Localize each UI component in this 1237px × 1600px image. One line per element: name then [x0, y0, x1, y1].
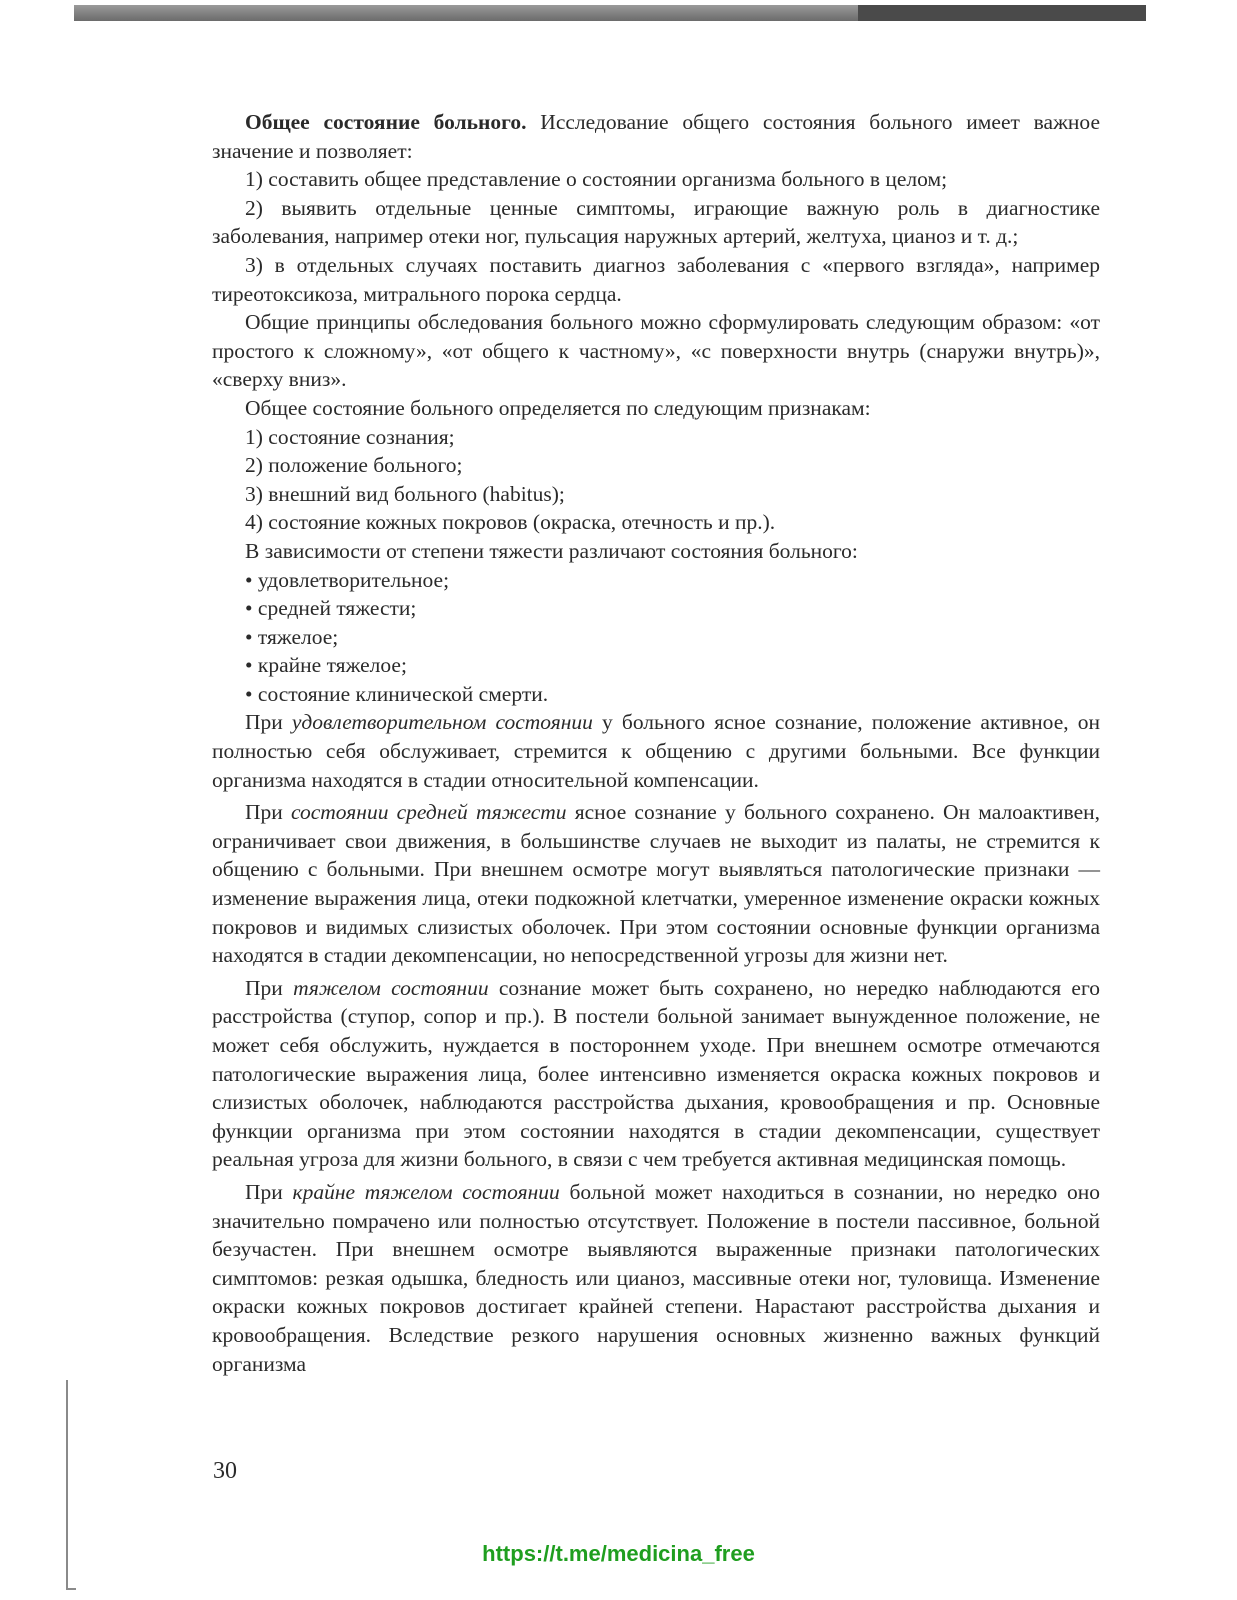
severity-item: • тяжелое;: [245, 624, 339, 649]
description-text: больной может находиться в сознании, но нередко оно значительно помрачено или полностью отсутствует. Положение в постели пассивное, больной безучастен. При внешнем осмотре выявляются выраженные признаки патологических симптомов: резкая одышка, бледность или цианоз, массивные отеки ног, туловища. Изменение окраски кожных покровов достигает крайней степени. Нарастают расстройства дыхания и кровообращения. Вследствие резкого нарушения основных жизненно важных функций организма: [212, 1179, 1100, 1376]
page-number: 30: [213, 1458, 237, 1484]
severity-item: • удовлетворительное;: [245, 567, 450, 592]
description-lead: При: [245, 1179, 293, 1204]
description-term: состоянии средней тяжести: [290, 800, 567, 825]
severity-item: • крайне тяжелое;: [245, 653, 407, 678]
description-term: удовлетворительном состоянии: [291, 710, 593, 735]
description-critical: [212, 1178, 1100, 1378]
principles-paragraph: Общие принципы обследования больного можно сформулировать следующим образом: «от простого к сложному», «от общего к частному», «с поверхности внутрь (снаружи внутрь)», «сверху вниз».: [212, 310, 1100, 392]
severity-intro: В зависимости от степени тяжести различают состояния больного:: [245, 538, 858, 563]
description-lead: При: [245, 800, 291, 825]
sign-item: 2) положение больного;: [245, 453, 463, 478]
left-margin-rule-foot: [66, 1588, 76, 1590]
description-satisfactory: [212, 708, 1100, 794]
sign-item: 1) состояние сознания;: [245, 424, 455, 449]
purpose-item: 2) выявить отдельные ценные симптомы, играющие важную роль в диагностике заболевания, например отеки ног, пульсация наружных артерий, желтуха, цианоз и т. д.;: [212, 195, 1100, 249]
description-moderate: [212, 798, 1100, 970]
section-heading: Общее состояние больного.: [245, 110, 527, 134]
description-text: ясное сознание у больного сохранено. Он малоактивен, ограничивает свои движения, в большинстве случаев не выходит из палаты, не стремится к общению с больными. При внешнем осмотре могут выявляться патологические признаки — изменение выражения лица, отеки подкожной клетчатки, умеренное изменение окраски кожных покровов и видимых слизистых оболочек. При этом состоянии основные функции организма находятся в стадии декомпенсации, но непосредственной угрозы для жизни нет.: [212, 800, 1100, 968]
watermark-link[interactable]: https://t.me/medicina_free: [482, 1541, 755, 1566]
purpose-item: 3) в отдельных случаях поставить диагноз заболевания с «первого взгляда», например тиреотоксикоза, митрального порока сердца.: [212, 252, 1100, 306]
description-term: крайне тяжелом состоянии: [292, 1179, 560, 1204]
description-severe: [212, 974, 1100, 1174]
description-lead: При: [245, 975, 294, 1000]
severity-item: • состояние клинической смерти.: [245, 681, 549, 706]
intro-text: Исследование общего состояния больного имеет важное значение и позволяет:: [212, 110, 1100, 163]
severity-item: • средней тяжести;: [245, 596, 417, 621]
intro-paragraph: [212, 108, 1100, 165]
description-term: тяжелом состоянии: [293, 975, 489, 1000]
page-body: [212, 108, 1100, 1378]
sign-item: 3) внешний вид больного (habitus);: [245, 481, 565, 506]
top-edge-bar-segment: [858, 5, 1146, 21]
description-text: сознание может быть сохранено, но нередко наблюдаются его расстройства (ступор, сопор и пр.). В постели больной занимает вынужденное положение, не может себя обслужить, нуждается в постороннем уходе. При внешнем осмотре отмечаются патологические выражения лица, более интенсивно изменяется окраска кожных покровов и слизистых оболочек, наблюдаются расстройства дыхания, кровообращения и пр. Основные функции организма при этом состоянии находятся в стадии декомпенсации, существует реальная угроза для жизни больного, в связи с чем требуется активная медицинская помощь.: [212, 975, 1100, 1172]
purpose-item: 1) составить общее представление о состоянии организма больного в целом;: [245, 167, 948, 192]
description-text: у больного ясное сознание, положение активное, он полностью себя обслуживает, стремится к общению с другими больными. Все функции организма находятся в стадии относительной компенсации.: [212, 710, 1100, 792]
top-edge-bar: [74, 5, 1146, 21]
sign-item: 4) состояние кожных покровов (окраска, отечность и пр.).: [245, 510, 776, 535]
description-lead: При: [245, 710, 292, 735]
signs-intro: Общее состояние больного определяется по следующим признакам:: [245, 395, 871, 420]
